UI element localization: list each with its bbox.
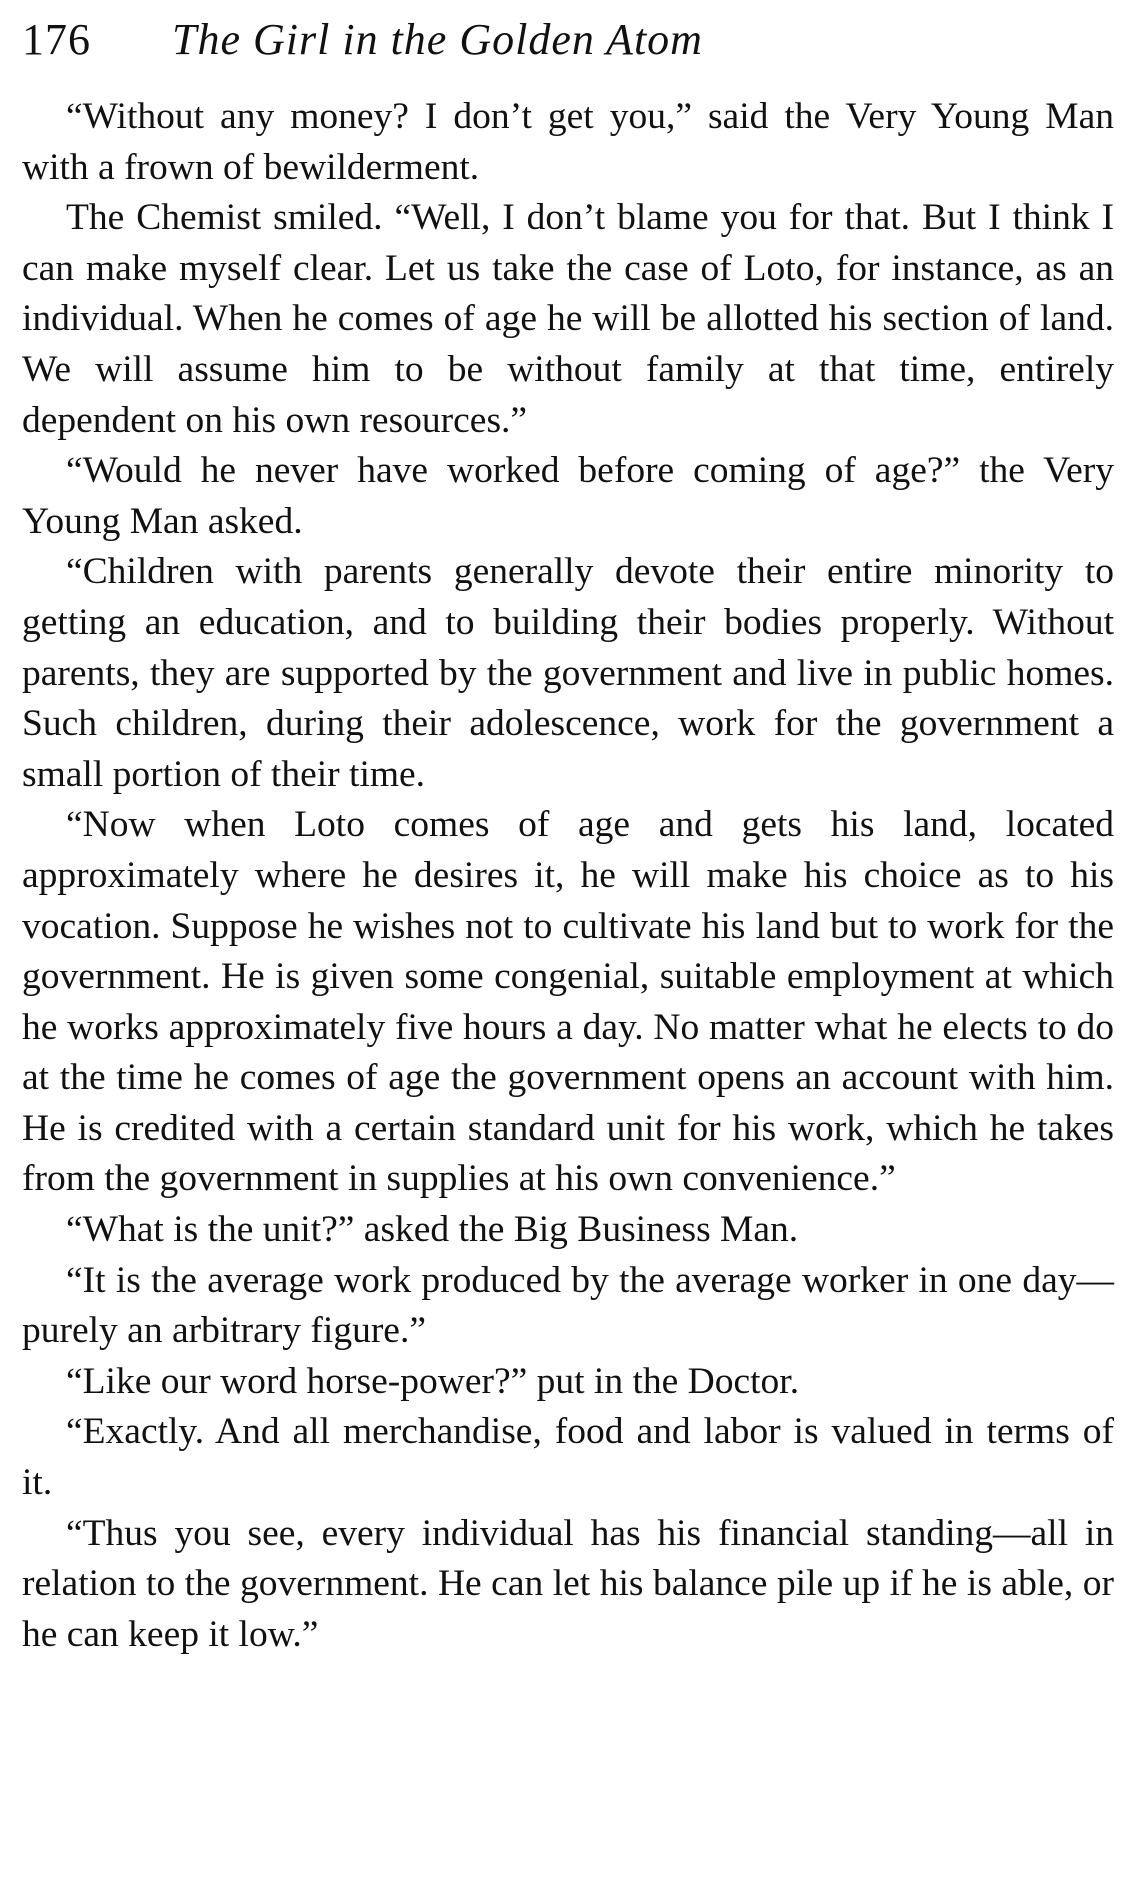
paragraph: “Children with parents generally devote their entire minority to getting an education, and to building their bodies properly. Without parents, they are supported by the government and live in public homes. Such children, during their adolescence, work for the government a small portion of their time. (22, 551, 1114, 795)
paragraph: “Without any money? I don’t get you,” said the Very Young Man with a frown of bewilderment. (22, 96, 1114, 188)
paragraph: “Now when Loto comes of age and gets his land, located approximately where he desires it, he will make his choice as to his vocation. Suppose he wishes not to cultivate his land but to work for the government. He is given some congenial, suitable employment at which he works approximately five hours a day. No matter what he elects to do at the time he comes of age the government opens an account with him. He is credited with a certain standard unit for his work, which he takes from the government in supplies at his own convenience.” (22, 804, 1114, 1200)
page-header (22, 14, 1114, 78)
paragraph: “Exactly. And all merchandise, food and labor is valued in terms of it. (22, 1411, 1114, 1504)
paragraph: “Like our word horse-power?” put in the Doctor. (66, 1360, 800, 1402)
paragraph: “Thus you see, every individual has his financial standing—all in relation to the government. He can let his balance pile up if he is able, or he can keep it low.” (22, 1512, 1114, 1655)
body-text (22, 92, 1114, 1660)
paragraph: “What is the unit?” asked the Big Business Man. (66, 1209, 799, 1251)
page-number: 176 (22, 15, 91, 64)
paragraph: The Chemist smiled. “Well, I don’t blame you for that. But I think I can make myself clear. Let us take the case of Loto, for instance, as an individual. When he comes of age he will be allotted his section of land. We will assume him to be without family at that time, entirely dependent on his own resources.” (22, 197, 1114, 441)
book-page (22, 14, 1114, 1660)
paragraph: “Would he never have worked before coming of age?” the Very Young Man asked. (22, 450, 1114, 542)
paragraph: “It is the average work produced by the average worker in one day—purely an arbitrary figure.” (22, 1259, 1114, 1352)
running-title: The Girl in the Golden Atom (172, 15, 703, 64)
